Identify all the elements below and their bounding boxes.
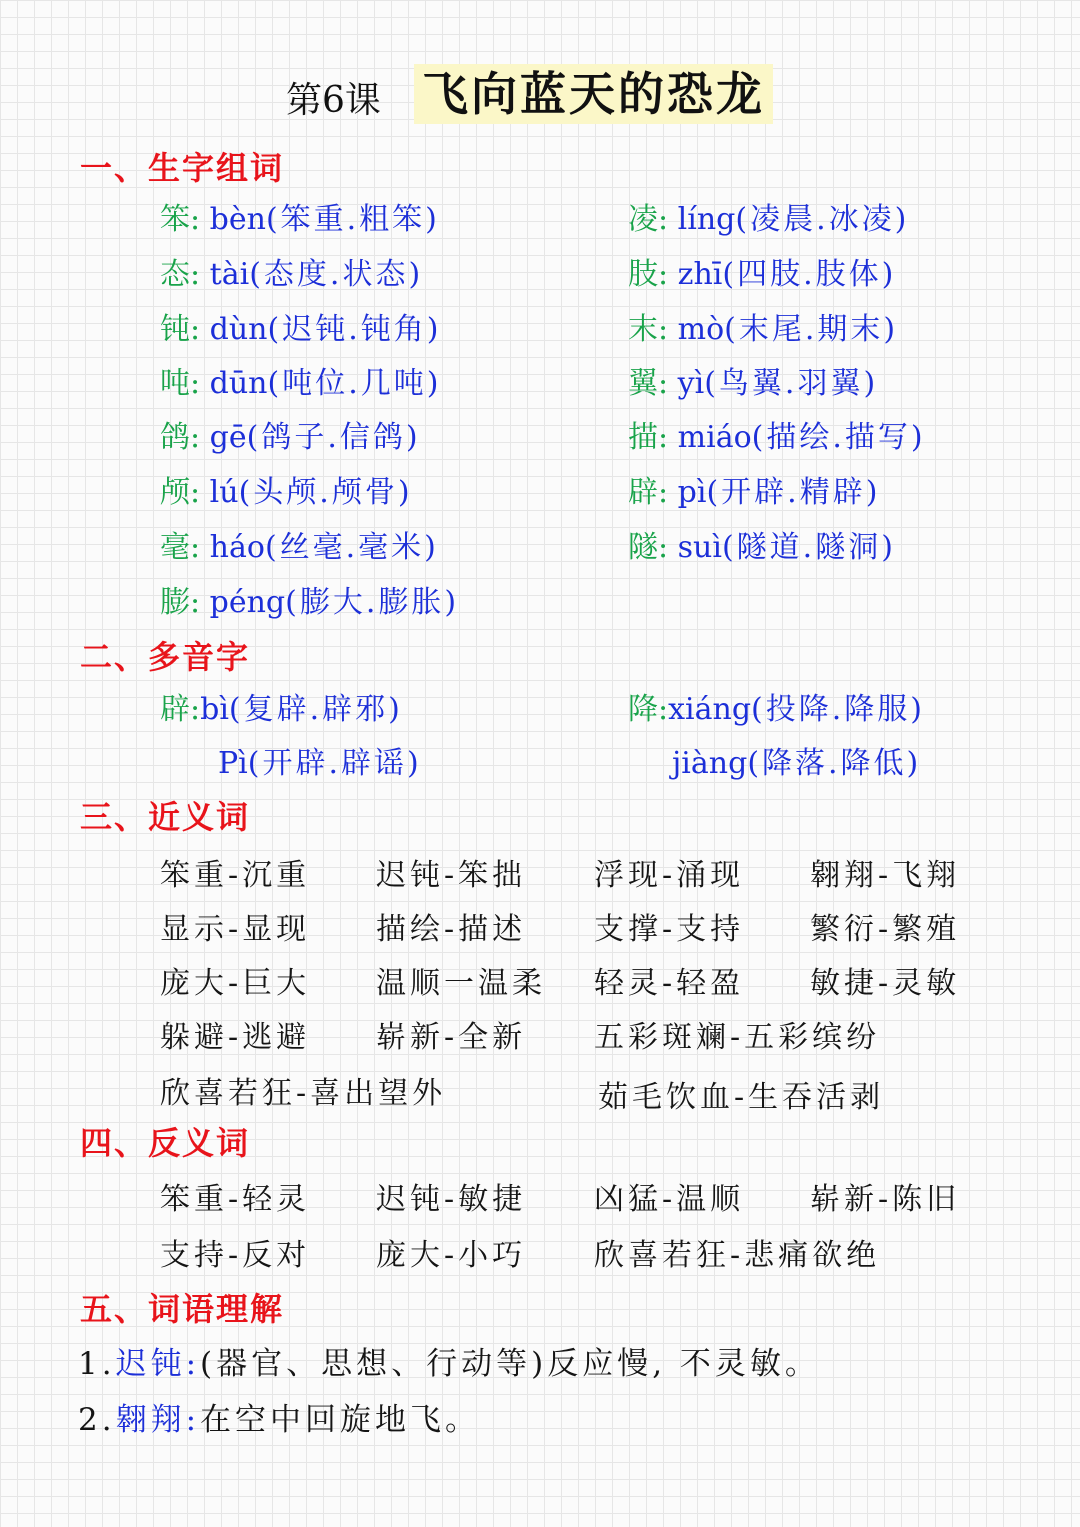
vocab-char: 凌 <box>628 202 658 237</box>
vocab-pinyin: líng <box>677 202 736 237</box>
definition-text: (器官、思想、行动等)反应慢, 不灵敏。 <box>200 1346 820 1382</box>
vocab-entry: 翼: yì(鸟翼.羽翼) <box>628 366 879 401</box>
polyphone-words: (开辟.辟谣) <box>247 746 422 781</box>
vocab-words: (迟钝.钝角) <box>267 312 442 347</box>
synonym-pair: 敏捷-灵敏 <box>810 966 961 1001</box>
antonym-pair: 崭新-陈旧 <box>810 1182 961 1217</box>
polyphone-words: (复辟.辟邪) <box>228 692 403 727</box>
vocab-pinyin: zhī <box>677 257 723 292</box>
vocab-pinyin: miáo <box>677 420 752 455</box>
section-heading-synonyms: 三、近义词 <box>80 798 251 836</box>
vocab-entry: 肢: zhī(四肢.肢体) <box>628 257 897 292</box>
definition-word: 翱翔 <box>115 1402 186 1438</box>
synonym-pair: 温顺一温柔 <box>376 966 546 1001</box>
section-heading-word-meaning: 五、词语理解 <box>80 1290 285 1328</box>
vocab-char: 隧 <box>628 530 658 565</box>
definition-item: 1.迟钝:(器官、思想、行动等)反应慢, 不灵敏。 <box>78 1346 820 1382</box>
polyphone-entry: 辟:bì(复辟.辟邪) <box>160 692 403 727</box>
polyphone-entry: 降:xiáng(投降.降服) <box>628 692 925 727</box>
vocab-words: (凌晨.冰凌) <box>735 202 910 237</box>
polyphone-char: 辟 <box>160 692 190 727</box>
vocab-pinyin: mò <box>677 312 725 347</box>
synonym-pair: 五彩斑斓-五彩缤纷 <box>594 1020 881 1055</box>
vocab-char: 毫 <box>160 530 190 565</box>
polyphone-pinyin: jiàng <box>672 746 748 781</box>
polyphone-pinyin: Pì <box>218 746 248 781</box>
synonym-pair: 浮现-涌现 <box>594 858 745 893</box>
definition-item: 2.翱翔:在空中回旋地飞。 <box>78 1402 481 1438</box>
polyphone-char: 降 <box>628 692 658 727</box>
vocab-char: 膨 <box>160 585 190 620</box>
vocab-words: (笨重.粗笨) <box>265 202 440 237</box>
vocab-words: (膨大.膨胀) <box>285 585 460 620</box>
antonym-pair: 欣喜若狂-悲痛欲绝 <box>594 1238 881 1273</box>
vocab-words: (态度.状态) <box>249 257 424 292</box>
vocab-entry: 描: miáo(描绘.描写) <box>628 420 926 455</box>
lesson-number: 第6课 <box>286 80 381 121</box>
vocab-pinyin: dùn <box>209 312 268 347</box>
vocab-char: 吨 <box>160 366 190 401</box>
synonym-pair: 庞大-巨大 <box>160 966 311 1001</box>
synonym-pair: 茹毛饮血-生吞活剥 <box>598 1080 885 1115</box>
vocab-words: (鸟翼.羽翼) <box>704 366 879 401</box>
polyphone-words: (投降.降服) <box>751 692 925 727</box>
synonym-pair: 繁衍-繁殖 <box>810 912 961 947</box>
vocab-pinyin: bèn <box>209 202 266 237</box>
vocab-pinyin: péng <box>209 585 286 620</box>
title-row <box>0 64 1080 134</box>
synonym-pair: 欣喜若狂-喜出望外 <box>160 1076 447 1111</box>
polyphone-pinyin: bì <box>200 692 229 727</box>
synonym-pair: 轻灵-轻盈 <box>594 966 745 1001</box>
vocab-char: 颅 <box>160 475 190 510</box>
vocab-entry: 颅: lú(头颅.颅骨) <box>160 475 413 510</box>
definition-text: 在空中回旋地飞。 <box>200 1402 481 1438</box>
synonym-pair: 支撑-支持 <box>594 912 745 947</box>
vocab-char: 翼 <box>628 366 658 401</box>
vocab-pinyin: dūn <box>209 366 268 401</box>
vocab-entry: 吨: dūn(吨位.几吨) <box>160 366 442 401</box>
vocab-words: (描绘.描写) <box>751 420 926 455</box>
vocab-words: (四肢.肢体) <box>722 257 897 292</box>
vocab-entry: 膨: péng(膨大.膨胀) <box>160 585 460 620</box>
vocab-words: (鸽子.信鸽) <box>246 420 421 455</box>
vocab-entry: 隧: suì(隧道.隧洞) <box>628 530 896 565</box>
synonym-pair: 笨重-沉重 <box>160 858 311 893</box>
antonym-pair: 庞大-小巧 <box>376 1238 527 1273</box>
vocab-entry: 毫: háo(丝毫.毫米) <box>160 530 439 565</box>
section-heading-polyphones: 二、多音字 <box>80 638 251 676</box>
vocab-pinyin: suì <box>677 530 722 565</box>
antonym-pair: 笨重-轻灵 <box>160 1182 311 1217</box>
polyphone-pinyin: xiáng <box>668 692 752 727</box>
section-heading-new-characters: 一、生字组词 <box>80 149 285 187</box>
vocab-entry: 辟: pì(开辟.精辟) <box>628 475 881 510</box>
vocab-char: 描 <box>628 420 658 455</box>
antonym-pair: 凶猛-温顺 <box>594 1182 745 1217</box>
vocab-entry: 笨: bèn(笨重.粗笨) <box>160 202 440 237</box>
definition-word: 迟钝 <box>115 1346 186 1382</box>
vocab-entry: 末: mò(末尾.期末) <box>628 312 899 347</box>
vocab-char: 态 <box>160 257 190 292</box>
vocab-entry: 钝: dùn(迟钝.钝角) <box>160 312 442 347</box>
polyphone-entry <box>672 744 921 784</box>
lesson-title: 飞向蓝天的恐龙 <box>414 64 773 124</box>
vocab-pinyin: pì <box>677 475 707 510</box>
section-heading-antonyms: 四、反义词 <box>80 1124 251 1162</box>
vocab-pinyin: yì <box>677 366 705 401</box>
polyphone-words: (降落.降低) <box>747 746 922 781</box>
synonym-pair: 显示-显现 <box>160 912 311 947</box>
synonym-pair: 描绘-描述 <box>376 912 527 947</box>
antonym-pair: 支持-反对 <box>160 1238 311 1273</box>
synonym-pair: 翱翔-飞翔 <box>810 858 961 893</box>
vocab-char: 鸽 <box>160 420 190 455</box>
synonym-pair: 躲避-逃避 <box>160 1020 311 1055</box>
definition-number: 1. <box>78 1346 116 1382</box>
vocab-char: 辟 <box>628 475 658 510</box>
antonym-pair: 迟钝-敏捷 <box>376 1182 527 1217</box>
vocab-words: (头颅.颅骨) <box>238 475 413 510</box>
polyphone-entry <box>218 744 422 784</box>
synonym-pair: 迟钝-笨拙 <box>376 858 527 893</box>
vocab-pinyin: tài <box>209 257 250 292</box>
vocab-words: (丝毫.毫米) <box>264 530 439 565</box>
synonym-pair: 崭新-全新 <box>376 1020 527 1055</box>
vocab-entry: 凌: líng(凌晨.冰凌) <box>628 202 910 237</box>
vocab-words: (开辟.精辟) <box>706 475 881 510</box>
vocab-char: 末 <box>628 312 658 347</box>
vocab-char: 肢 <box>628 257 658 292</box>
vocab-words: (末尾.期末) <box>724 312 899 347</box>
vocab-words: (隧道.隧洞) <box>721 530 896 565</box>
vocab-pinyin: háo <box>209 530 265 565</box>
vocab-entry: 态: tài(态度.状态) <box>160 257 424 292</box>
vocab-pinyin: lú <box>209 475 239 510</box>
vocab-entry: 鸽: gē(鸽子.信鸽) <box>160 420 421 455</box>
vocab-words: (吨位.几吨) <box>267 366 442 401</box>
vocab-pinyin: gē <box>209 420 247 455</box>
vocab-char: 钝 <box>160 312 190 347</box>
vocab-char: 笨 <box>160 202 190 237</box>
definition-number: 2. <box>78 1402 116 1438</box>
